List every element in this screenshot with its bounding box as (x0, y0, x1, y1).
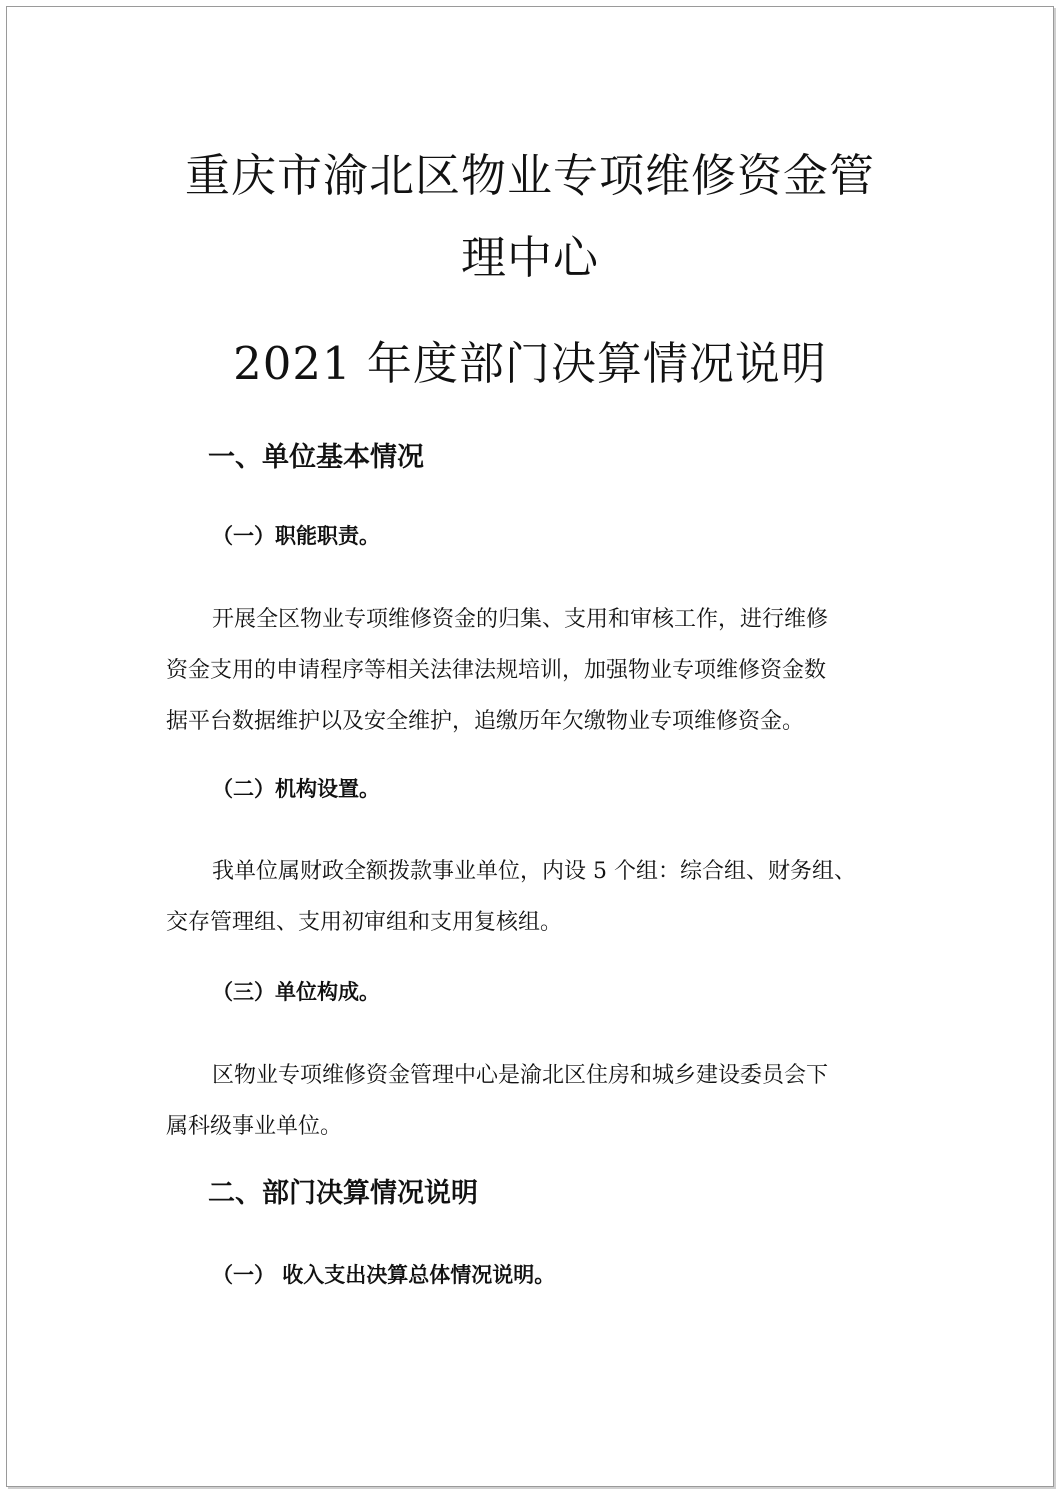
section-1-heading: 一、单位基本情况 (208, 442, 424, 473)
section-1-sub-1-heading: （一）职能职责。 (212, 524, 380, 548)
section-1-sub-2-paragraph (166, 846, 926, 948)
paragraph-line: 开展全区物业专项维修资金的归集、支用和审核工作，进行维修 (212, 607, 829, 632)
section-1-sub-3-paragraph (166, 1050, 926, 1152)
document-title-line-3: 2021 年度部门决算情况说明 (233, 337, 827, 390)
section-1-sub-2-heading: （二）机构设置。 (212, 777, 380, 801)
paragraph-line: 交存管理组、支用初审组和支用复核组。 (166, 910, 563, 935)
section-2-heading: 二、部门决算情况说明 (208, 1178, 478, 1209)
paragraph-line: 资金支用的申请程序等相关法律法规培训，加强物业专项维修资金数 (166, 658, 827, 683)
document-title-line-1: 重庆市渝北区物业专项维修资金管 (184, 149, 875, 202)
paragraph-line: 我单位属财政全额拨款事业单位，内设 5 个组：综合组、财务组、 (212, 859, 856, 884)
document-title-line-2: 理中心 (460, 231, 599, 284)
paragraph-line: 区物业专项维修资金管理中心是渝北区住房和城乡建设委员会下 (212, 1063, 829, 1088)
section-1-sub-3-heading: （三）单位构成。 (212, 980, 380, 1004)
section-1-sub-1-paragraph (166, 594, 926, 747)
paragraph-line: 属科级事业单位。 (166, 1114, 343, 1139)
paragraph-line: 据平台数据维护以及安全维护，追缴历年欠缴物业专项维修资金。 (166, 709, 805, 734)
section-2-sub-1-heading: （一） 收入支出决算总体情况说明。 (212, 1263, 556, 1287)
